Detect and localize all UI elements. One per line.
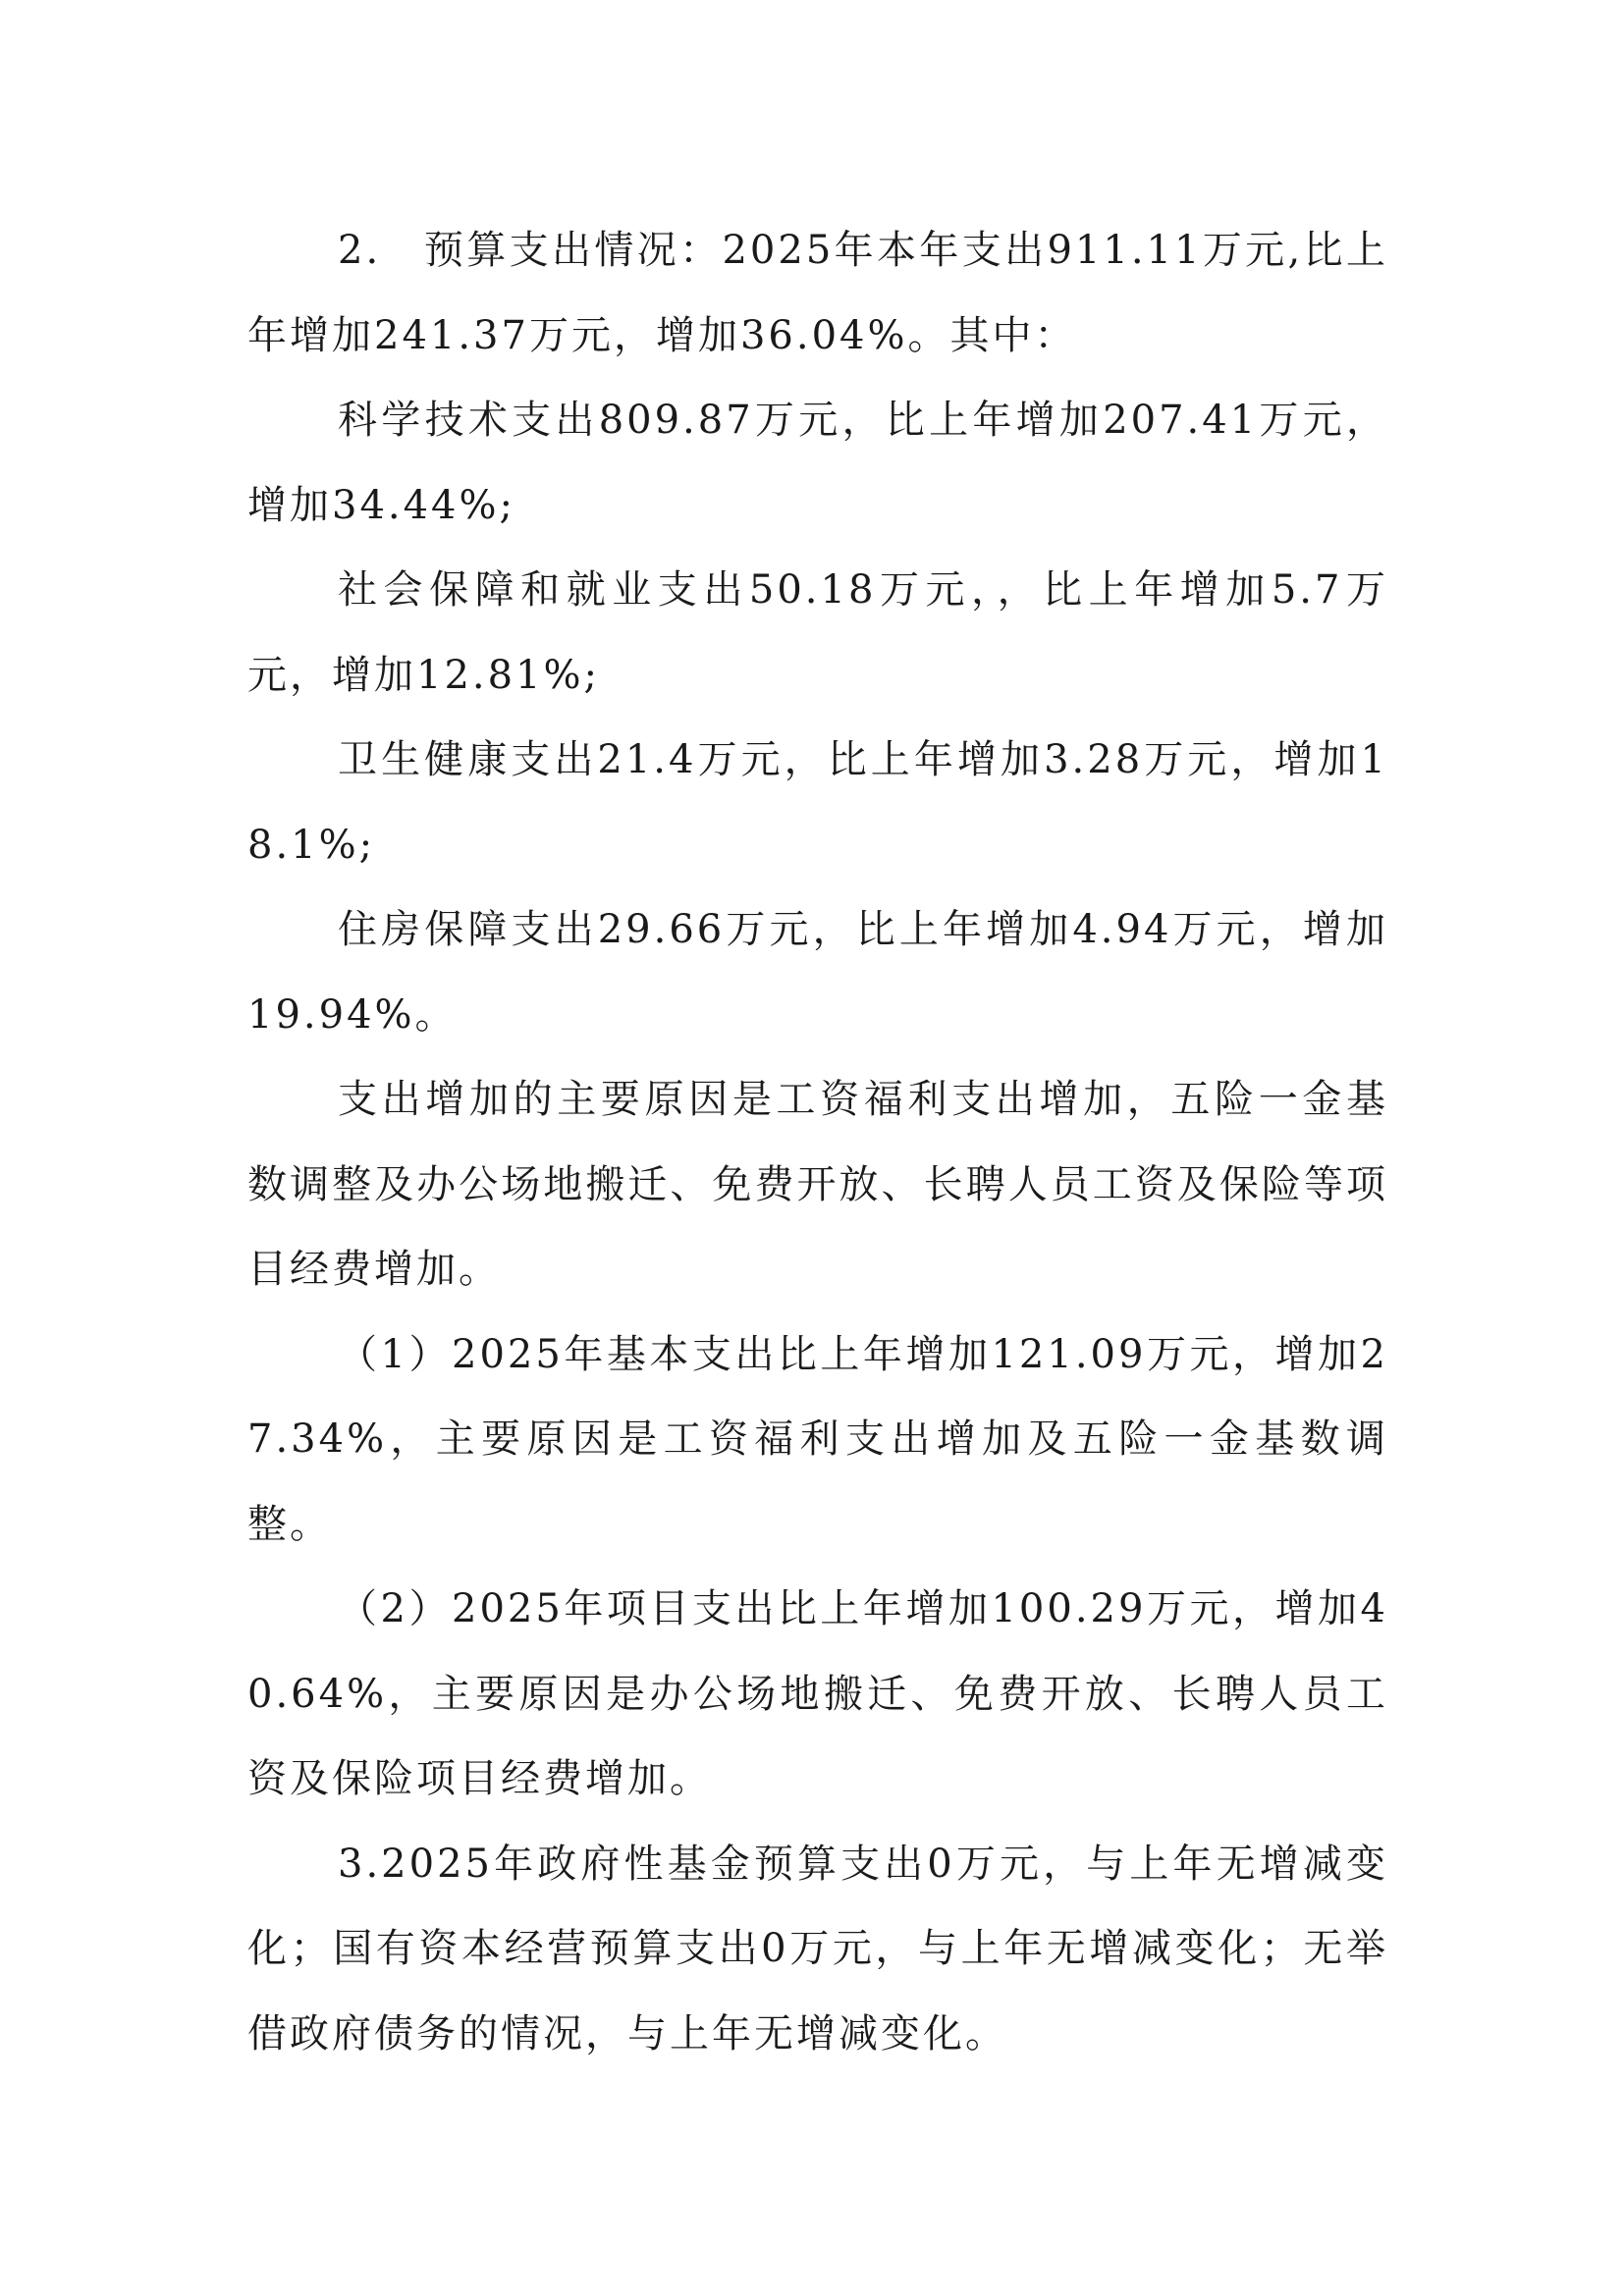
paragraph-government-funds: 3.2025年政府性基金预算支出0万元，与上年无增减变化；国有资本经营预算支出0万元，与上年无增减变化；无举借政府债务的情况，与上年无增减变化。 xyxy=(247,1841,1388,2056)
paragraph-social-security: 社会保障和就业支出50.18万元，，比上年增加5.7万元，增加12.81%; xyxy=(247,567,1388,698)
document-body xyxy=(247,208,1388,2076)
paragraph-increase-reasons: 支出增加的主要原因是工资福利支出增加，五险一金基数调整及办公场地搬迁、免费开放、长聘人员工资及保险等项目经费增加。 xyxy=(247,1077,1388,1292)
paragraph-health: 卫生健康支出21.4万元，比上年增加3.28万元，增加18.1%; xyxy=(247,737,1388,868)
paragraph-science-technology: 科学技术支出809.87万元，比上年增加207.41万元，增加34.44%; xyxy=(247,398,1388,528)
paragraph-housing: 住房保障支出29.66万元，比上年增加4.94万元，增加19.94%。 xyxy=(247,907,1388,1038)
paragraph-budget-expenditure-overview: 2. 预算支出情况：2025年本年支出911.11万元,比上年增加241.37万元，增加36.04%。其中： xyxy=(247,228,1388,358)
paragraph-basic-expenditure: （1）2025年基本支出比上年增加121.09万元，增加27.34%，主要原因是工资福利支出增加及五险一金基数调整。 xyxy=(247,1331,1388,1547)
paragraph-project-expenditure: （2）2025年项目支出比上年增加100.29万元，增加40.64%，主要原因是办公场地搬迁、免费开放、长聘人员工资及保险项目经费增加。 xyxy=(247,1586,1388,1801)
